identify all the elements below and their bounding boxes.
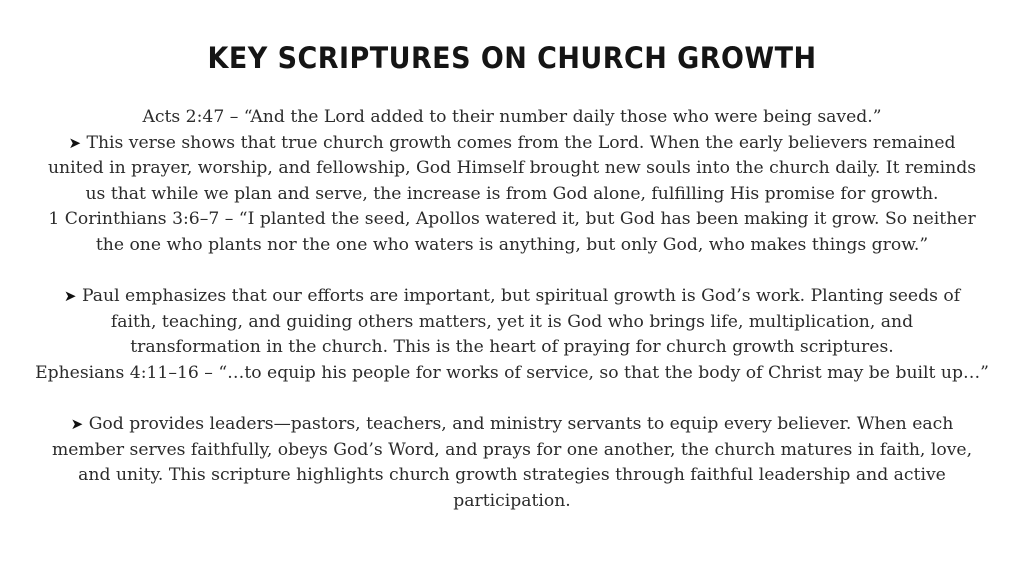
explanation-line: ➤ God provides leaders—pastors, teachers, and ministry servants to equip every believer. When each bbox=[70, 414, 954, 435]
scripture-body bbox=[10, 105, 1014, 515]
explanation-line: faith, teaching, and guiding others matters, yet it is God who brings life, multiplication, and bbox=[110, 311, 914, 332]
explanation-line: us that while we plan and serve, the increase is from God alone, fulfilling His promise for growth. bbox=[85, 183, 939, 204]
scripture-reference-corinthians: 1 Corinthians 3:6–7 – “I planted the seed, Apollos watered it, but God has been making it grow. So neither bbox=[48, 209, 976, 230]
arrow-bullet-icon: ➤ bbox=[63, 287, 77, 306]
spacer bbox=[10, 387, 1014, 413]
explanation-line: participation. bbox=[453, 490, 571, 511]
scripture-reference-ephesians: Ephesians 4:11–16 – “…to equip his people for works of service, so that the body of Christ may be built up…” bbox=[35, 362, 989, 383]
explanation-line: ➤ This verse shows that true church growth comes from the Lord. When the early believers remained bbox=[68, 132, 956, 153]
arrow-bullet-icon: ➤ bbox=[68, 133, 82, 152]
arrow-bullet-icon: ➤ bbox=[70, 415, 84, 434]
explanation-line: united in prayer, worship, and fellowship, God Himself brought new souls into the church daily. It reminds bbox=[47, 158, 977, 179]
scripture-reference-corinthians-cont: the one who plants nor the one who waters is anything, but only God, who makes things grow.” bbox=[95, 234, 929, 255]
explanation-line: member serves faithfully, obeys God’s Word, and prays for one another, the church matures in faith, love, bbox=[51, 439, 973, 460]
explanation-line: transformation in the church. This is the heart of praying for church growth scriptures. bbox=[130, 337, 894, 358]
page-title: KEY SCRIPTURES ON CHURCH GROWTH bbox=[207, 41, 817, 75]
explanation-line: ➤ Paul emphasizes that our efforts are important, but spiritual growth is God’s work. Planting seeds of bbox=[63, 286, 961, 307]
spacer bbox=[10, 259, 1014, 285]
explanation-line: and unity. This scripture highlights church growth strategies through faithful leadership and active bbox=[78, 465, 946, 486]
scripture-reference-acts: Acts 2:47 – “And the Lord added to their number daily those who were being saved.” bbox=[142, 107, 882, 127]
